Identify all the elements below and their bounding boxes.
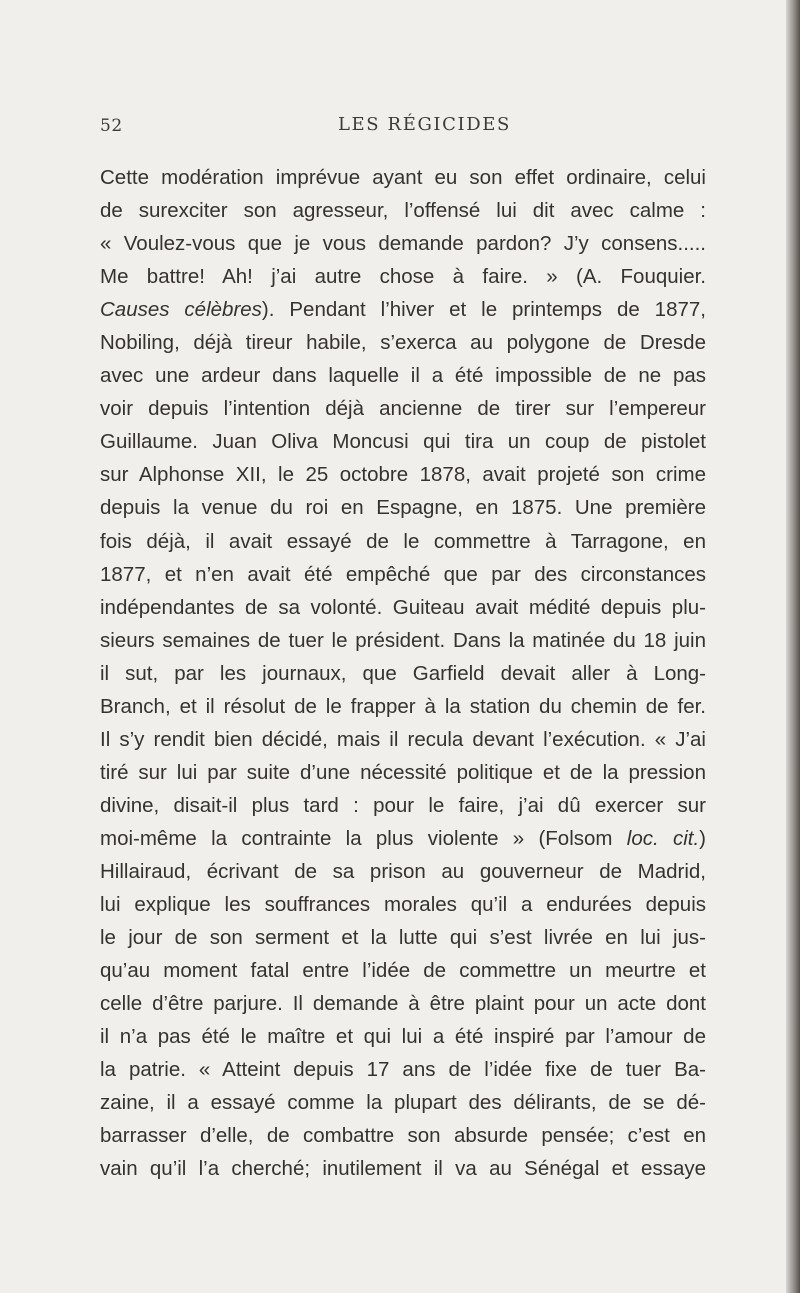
text-segment: moi-même la contrainte la plus violente » (Folsom [100, 826, 627, 850]
italic-text: Causes célèbres [100, 298, 262, 322]
text-line: de surexciter son agresseur, l’offensé lui dit avec calme : [100, 199, 706, 223]
text-line [100, 293, 706, 326]
text-segment: ). Pendant l’hiver et le printemps de 1877, [261, 298, 706, 322]
text-line: tiré sur lui par suite d’une nécessité politique et de la pression [100, 760, 706, 784]
text-line: qu’au moment fatal entre l’idée de commettre un meurtre et [100, 959, 706, 983]
text-line: Me battre! Ah! j’ai autre chose à faire. » (A. Fouquier. [100, 265, 706, 289]
text-line: divine, disait-il plus tard : pour le faire, j’ai dû exercer sur [100, 793, 706, 817]
text-line: il n’a pas été le maître et qui lui a été inspiré par l’amour de [100, 1025, 706, 1049]
text-line: zaine, il a essayé comme la plupart des délirants, de se dé- [100, 1091, 706, 1115]
text-line: vain qu’il l’a cherché; inutilement il va au Sénégal et essaye [100, 1157, 706, 1181]
text-line: avec une ardeur dans laquelle il a été impossible de ne pas [100, 364, 706, 388]
text-line: lui explique les souffrances morales qu’il a endurées depuis [100, 893, 706, 917]
italic-text: loc. cit. [626, 826, 700, 850]
text-line: indépendantes de sa volonté. Guiteau avait médité depuis plu- [100, 595, 706, 619]
text-line: sur Alphonse XII, le 25 octobre 1878, avait projeté son crime [100, 463, 706, 487]
text-line [100, 822, 706, 855]
running-title: LES RÉGICIDES [338, 114, 511, 135]
body-text [100, 161, 706, 1185]
text-line: barrasser d’elle, de combattre son absurde pensée; c’est en [100, 1124, 706, 1148]
page-number: 52 [100, 116, 123, 136]
text-line: « Voulez-vous que je vous demande pardon? J’y consens..... [100, 232, 706, 256]
text-line: il sut, par les journaux, que Garfield devait aller à Long- [100, 661, 706, 685]
text-line: sieurs semaines de tuer le président. Dans la matinée du 18 juin [100, 628, 706, 652]
text-segment: ) [699, 826, 706, 850]
text-line: Il s’y rendit bien décidé, mais il recula devant l’exécution. « J’ai [100, 727, 706, 751]
text-line: Nobiling, déjà tireur habile, s’exerca au polygone de Dresde [100, 331, 706, 355]
text-line: celle d’être parjure. Il demande à être plaint pour un acte dont [100, 992, 706, 1016]
text-line: depuis la venue du roi en Espagne, en 1875. Une première [100, 496, 706, 520]
page-edge [786, 0, 800, 1293]
text-line: le jour de son serment et la lutte qui s’est livrée en lui jus- [100, 926, 706, 950]
text-line: voir depuis l’intention déjà ancienne de tirer sur l’empereur [100, 397, 706, 421]
text-line: 1877, et n’en avait été empêché que par des circonstances [100, 562, 706, 586]
page-header [100, 114, 700, 144]
text-line: Guillaume. Juan Oliva Moncusi qui tira un coup de pistolet [100, 430, 706, 454]
text-line: Branch, et il résolut de le frapper à la station du chemin de fer. [100, 694, 706, 718]
text-line: Hillairaud, écrivant de sa prison au gouverneur de Madrid, [100, 859, 706, 883]
text-line: Cette modération imprévue ayant eu son effet ordinaire, celui [100, 166, 706, 189]
text-line: fois déjà, il avait essayé de le commettre à Tarragone, en [100, 529, 706, 553]
text-line: la patrie. « Atteint depuis 17 ans de l’idée fixe de tuer Ba- [100, 1058, 706, 1082]
